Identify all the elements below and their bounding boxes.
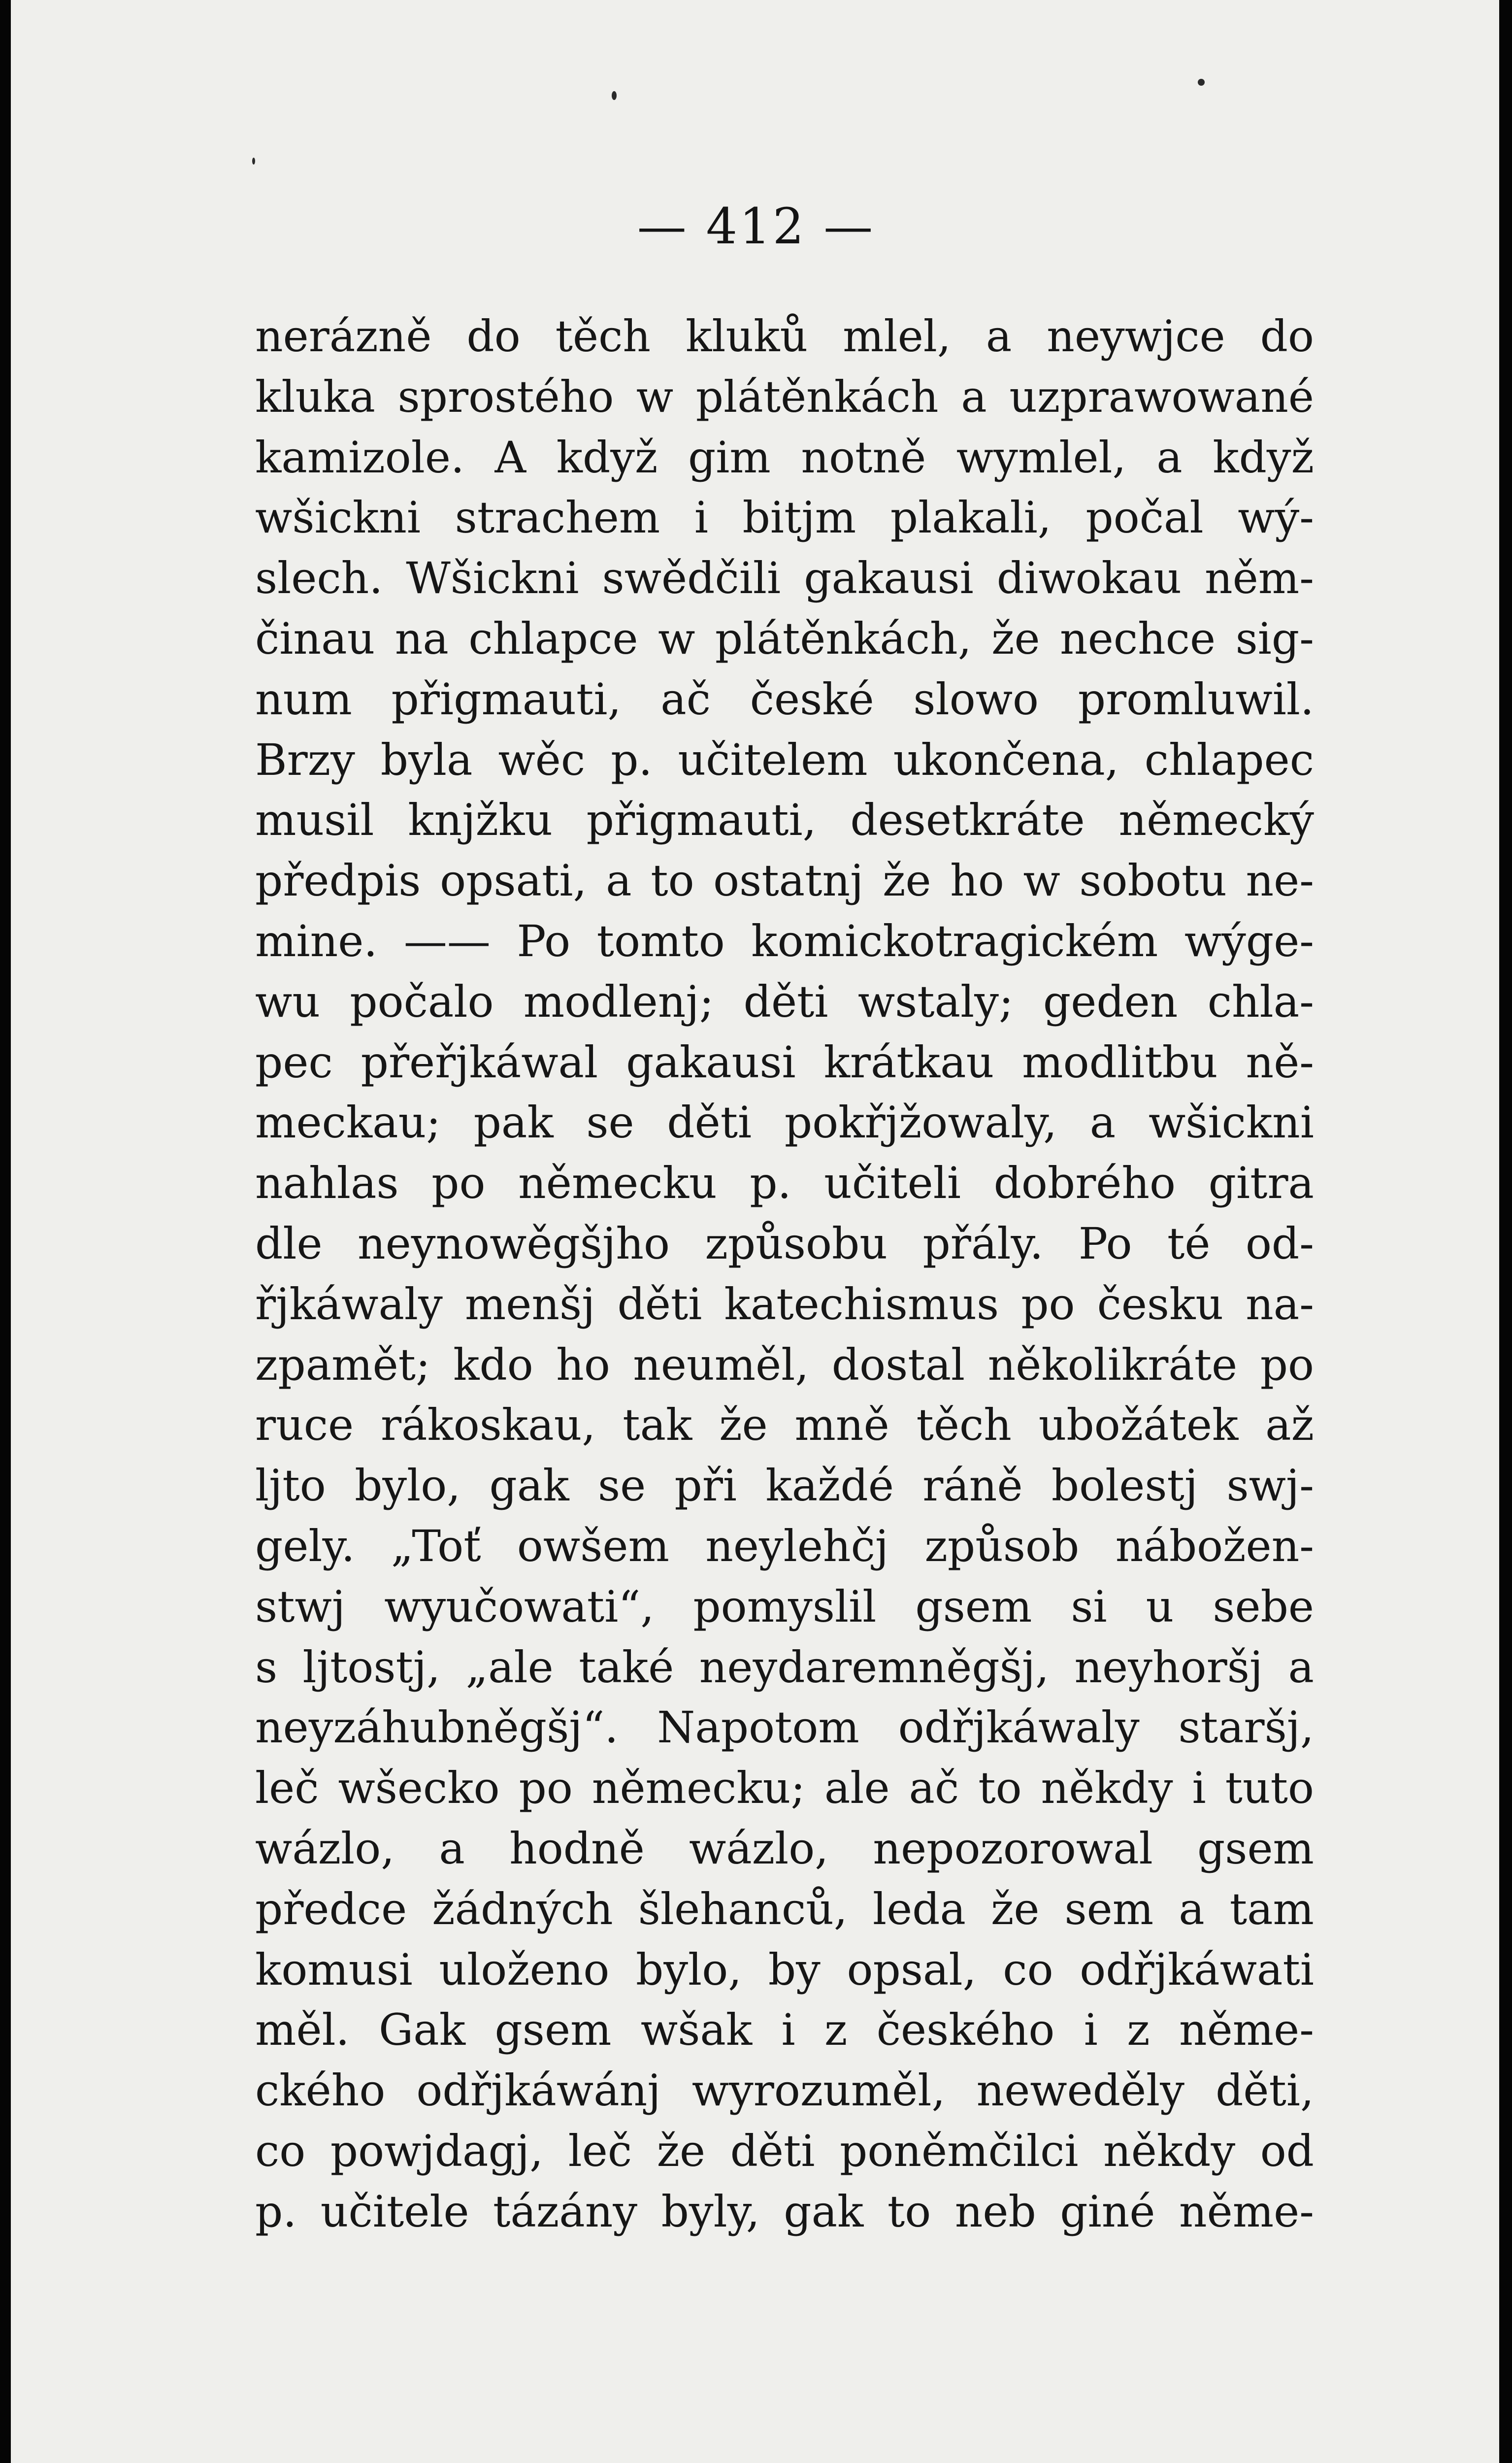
text-line: řjkáwaly menšj děti katechismus po česku na- [255,1278,1314,1330]
text-line: nerázně do těch kluků mlel, a neywjce do [255,311,1314,362]
ink-speck [1198,79,1205,86]
text-line: s ljtostj, „ale také neydaremněgšj, neyhoršj a [255,1641,1314,1693]
text-line: wázlo, a hodně wázlo, nepozorowal gsem [255,1823,1314,1874]
text-line: předce žádných šlehanců, leda že sem a tam [255,1883,1314,1934]
ink-speck [252,158,255,165]
text-line: měl. Gak gsem wšak i z českého i z něme- [255,2004,1314,2056]
body-text [255,306,1314,2242]
text-line: Brzy byla wěc p. učitelem ukončena, chlapec [255,734,1314,785]
text-line: předpis opsati, a to ostatnj že ho w sobotu ne- [255,855,1314,906]
text-line: činau na chlapce w plátěnkách, že nechce sig- [255,613,1314,664]
text-line: ckého odřjkáwánj wyrozuměl, neweděly děti, [255,2065,1314,2116]
text-line: num přigmauti, ač české slowo promluwil. [255,673,1314,725]
text-line: slech. Wšickni swědčili gakausi diwokau něm- [255,553,1314,604]
text-line: kamizole. A když gim notně wymlel, a když [255,432,1314,483]
text-line: co powjdagj, leč že děti poněmčilci někdy od [255,2125,1314,2176]
ink-speck [612,91,617,100]
text-line: musil knjžku přigmauti, desetkráte německý [255,795,1314,846]
text-line: stwj wyučowati“, pomyslil gsem si u sebe [255,1581,1314,1632]
text-line: wšickni strachem i bitjm plakali, počal wý- [255,492,1314,543]
text-line: nahlas po německu p. učiteli dobrého gitra [255,1158,1314,1209]
text-line: zpamět; kdo ho neuměl, dostal několikráte po [255,1339,1314,1390]
text-line: leč wšecko po německu; ale ač to někdy i tuto [255,1763,1314,1814]
text-line: gely. „Toť owšem neylehčj způsob nábožen- [255,1520,1314,1571]
text-line: ljto bylo, gak se při každé ráně bolestj swj- [255,1460,1314,1511]
page-number: — 412 — [637,198,875,255]
text-line: ruce rákoskau, tak že mně těch ubožátek až [255,1399,1314,1451]
text-line: meckau; pak se děti pokřjžowaly, a wšickni [255,1097,1314,1148]
text-line: wu počalo modlenj; děti wstaly; geden chla- [255,976,1314,1027]
text-line: pec přeřjkáwal gakausi krátkau modlitbu ně- [255,1036,1314,1088]
text-line: dle neynowěgšjho způsobu přály. Po té od- [255,1218,1314,1269]
text-line: kluka sprostého w plátěnkách a uzprawowané [255,371,1314,422]
text-line: mine. —— Po tomto komickotragickém wýge- [255,915,1314,966]
text-line: neyzáhubněgšj“. Napotom odřjkáwaly staršj, [255,1702,1314,1753]
text-line: p. učitele tázány byly, gak to neb giné něme- [255,2186,1314,2237]
text-line: komusi uloženo bylo, by opsal, co odřjkáwati [255,1944,1314,1995]
